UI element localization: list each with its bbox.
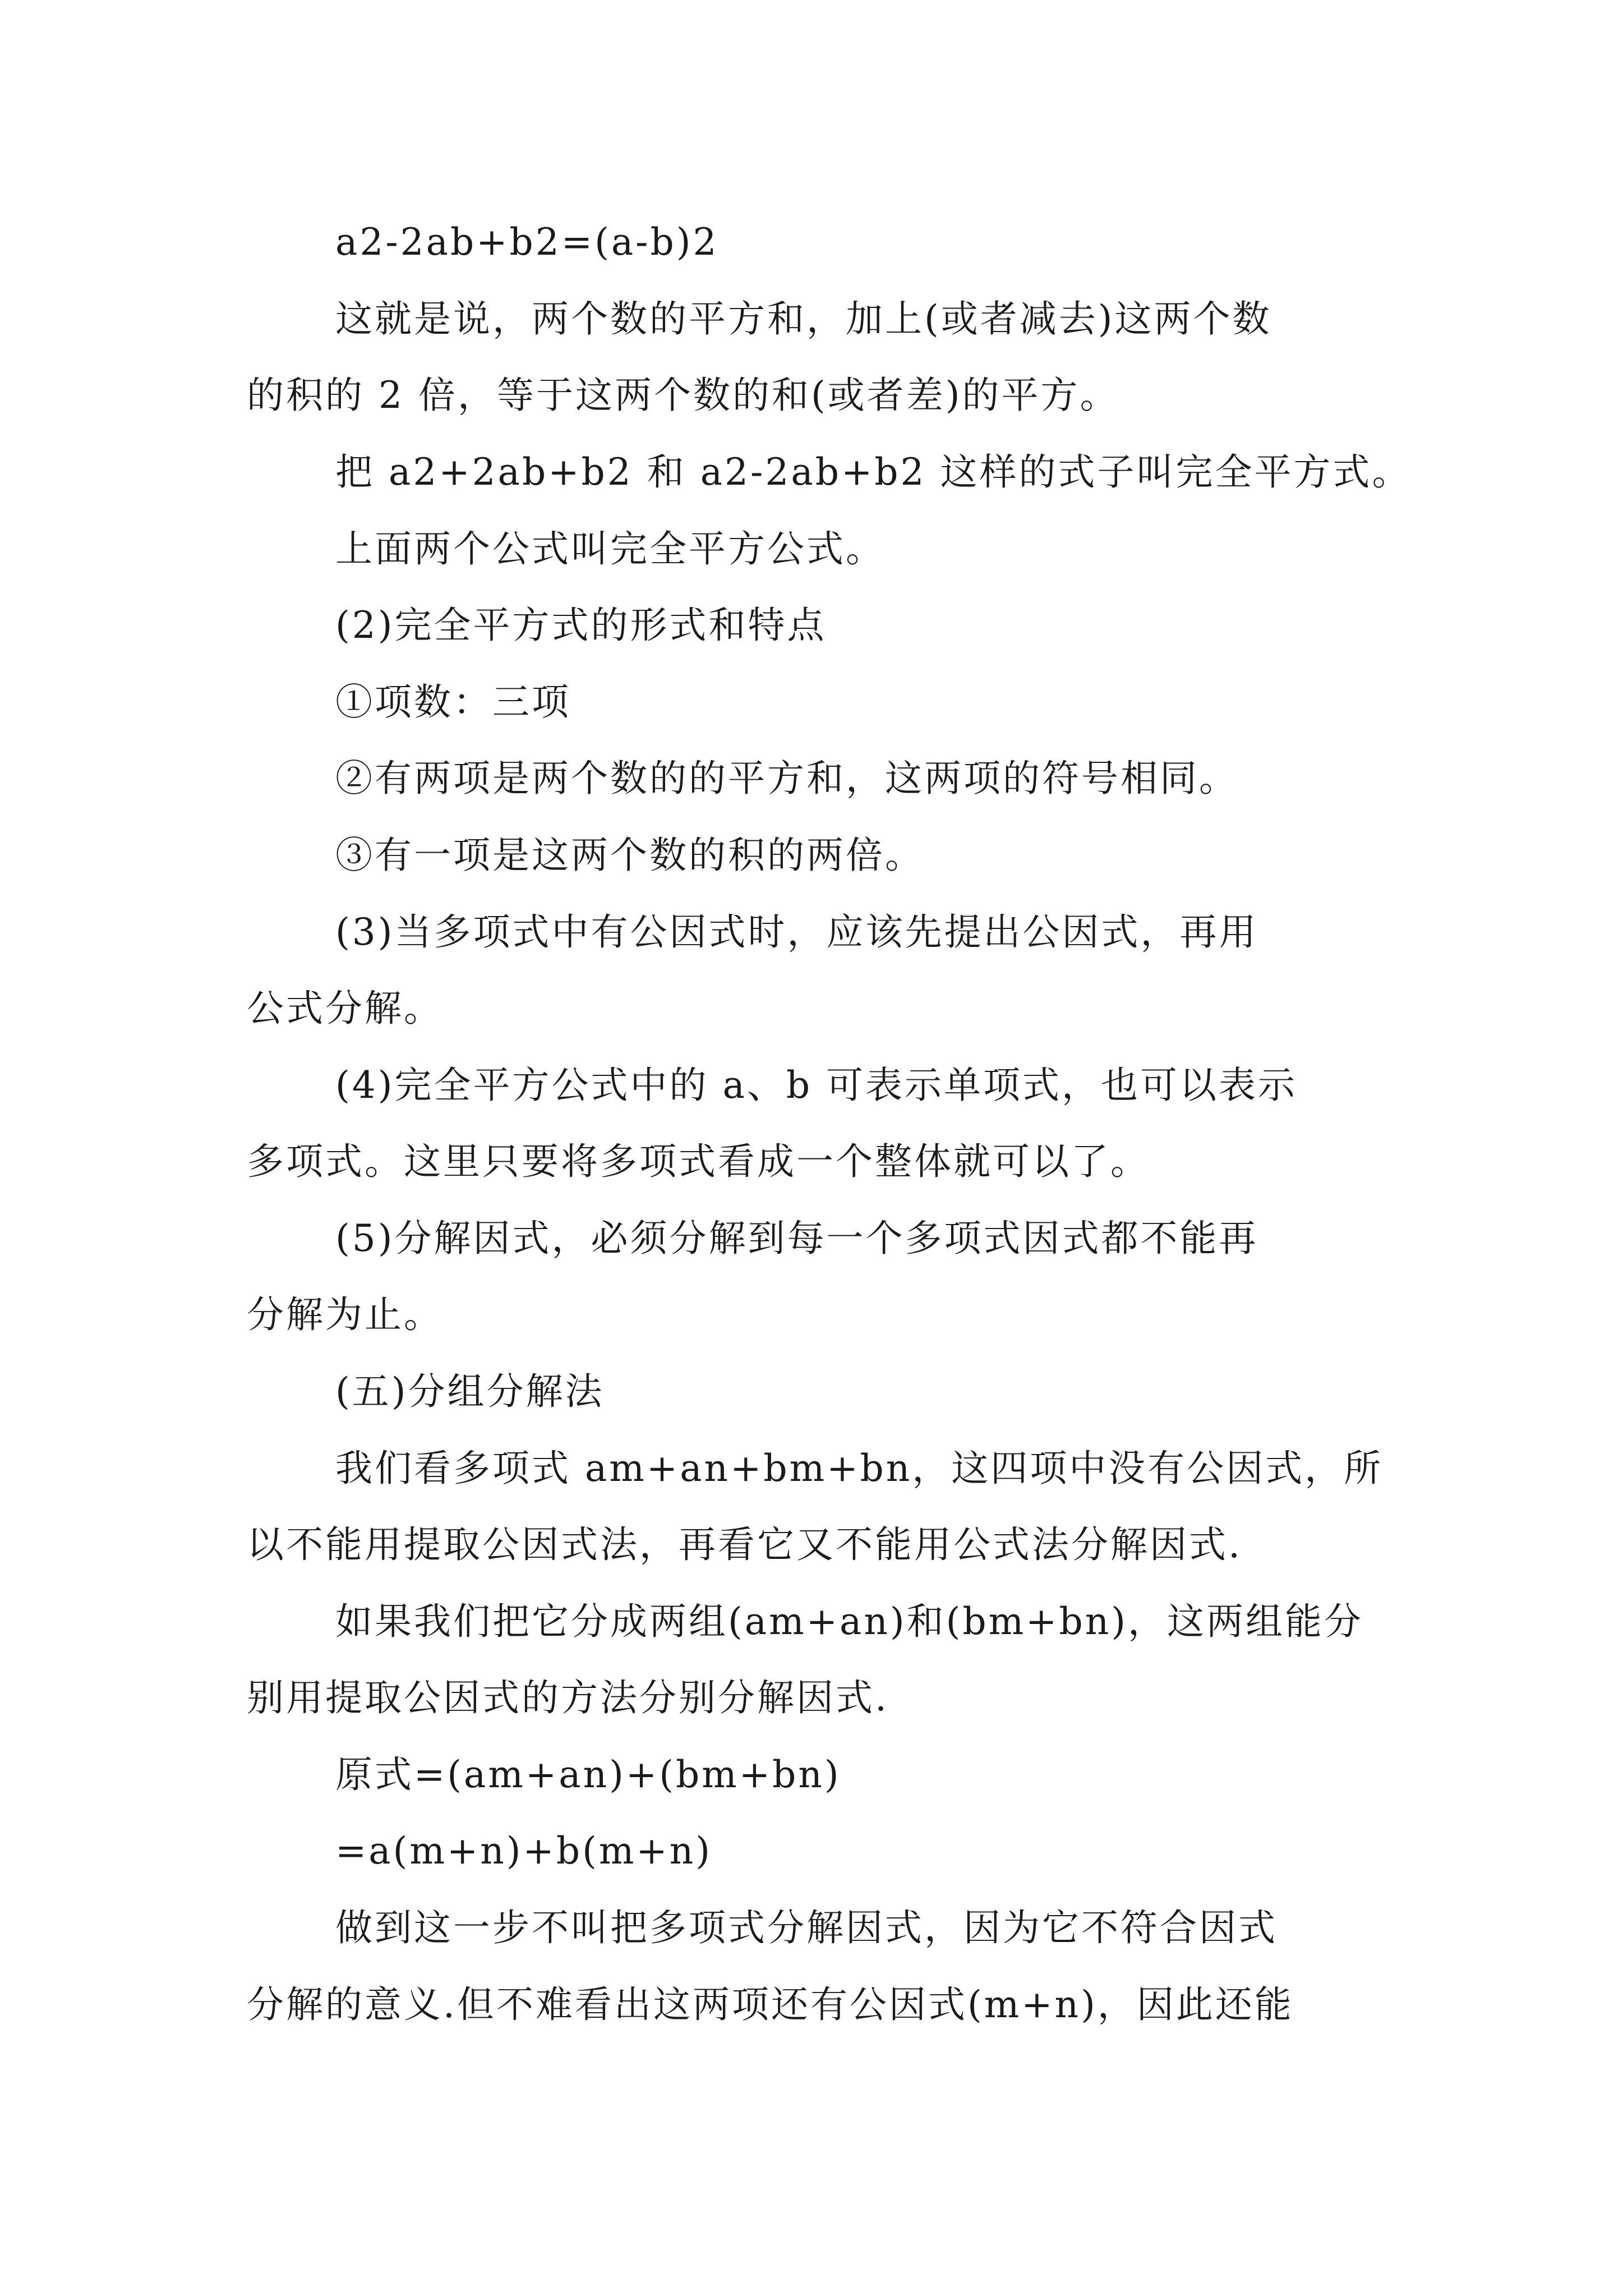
formula-line: 原式=(am+an)+(bm+bn) [335,1753,841,1796]
paragraph-line: 把 a2+2ab+b2 和 a2-2ab+b2 这样的式子叫完全平方式。 [335,450,1412,494]
paragraph-line: 公式分解。 [247,987,443,1030]
formula-line: =a(m+n)+b(m+n) [335,1829,712,1872]
paragraph-line: 的积的 2 倍，等于这两个数的和(或者差)的平方。 [247,374,1119,417]
paragraph-line: 分解的意义.但不难看出这两项还有公因式(m+n)，因此还能 [247,1983,1294,2026]
paragraph-line: 上面两个公式叫完全平方公式。 [335,527,885,570]
section-heading: (2)完全平方式的形式和特点 [335,604,827,647]
paragraph-line: 我们看多项式 am+an+bm+bn，这四项中没有公因式，所 [335,1447,1384,1490]
paragraph-line: 别用提取公因式的方法分别分解因式. [247,1676,889,1719]
paragraph-line: (3)当多项式中有公因式时，应该先提出公因式，再用 [335,910,1258,954]
formula-line: a2-2ab+b2=(a-b)2 [335,220,719,264]
list-item: ②有两项是两个数的的平方和，这两项的符号相同。 [335,757,1238,800]
section-heading: (五)分组分解法 [335,1370,605,1413]
paragraph-line: (5)分解因式，必须分解到每一个多项式因式都不能再 [335,1217,1258,1260]
paragraph-line: 做到这一步不叫把多项式分解因式，因为它不符合因式 [335,1906,1278,1949]
paragraph-line: 这就是说，两个数的平方和，加上(或者减去)这两个数 [335,297,1272,341]
paragraph-line: 多项式。这里只要将多项式看成一个整体就可以了。 [247,1140,1150,1183]
paragraph-line: 如果我们把它分成两组(am+an)和(bm+bn)，这两组能分 [335,1600,1363,1643]
paragraph-line: (4)完全平方公式中的 a、b 可表示单项式，也可以表示 [335,1064,1298,1107]
list-item: ③有一项是这两个数的积的两倍。 [335,834,924,877]
paragraph-line: 分解为止。 [247,1293,443,1336]
paragraph-line: 以不能用提取公因式法，再看它又不能用公式法分解因式. [247,1523,1242,1566]
list-item: ①项数：三项 [335,680,571,724]
